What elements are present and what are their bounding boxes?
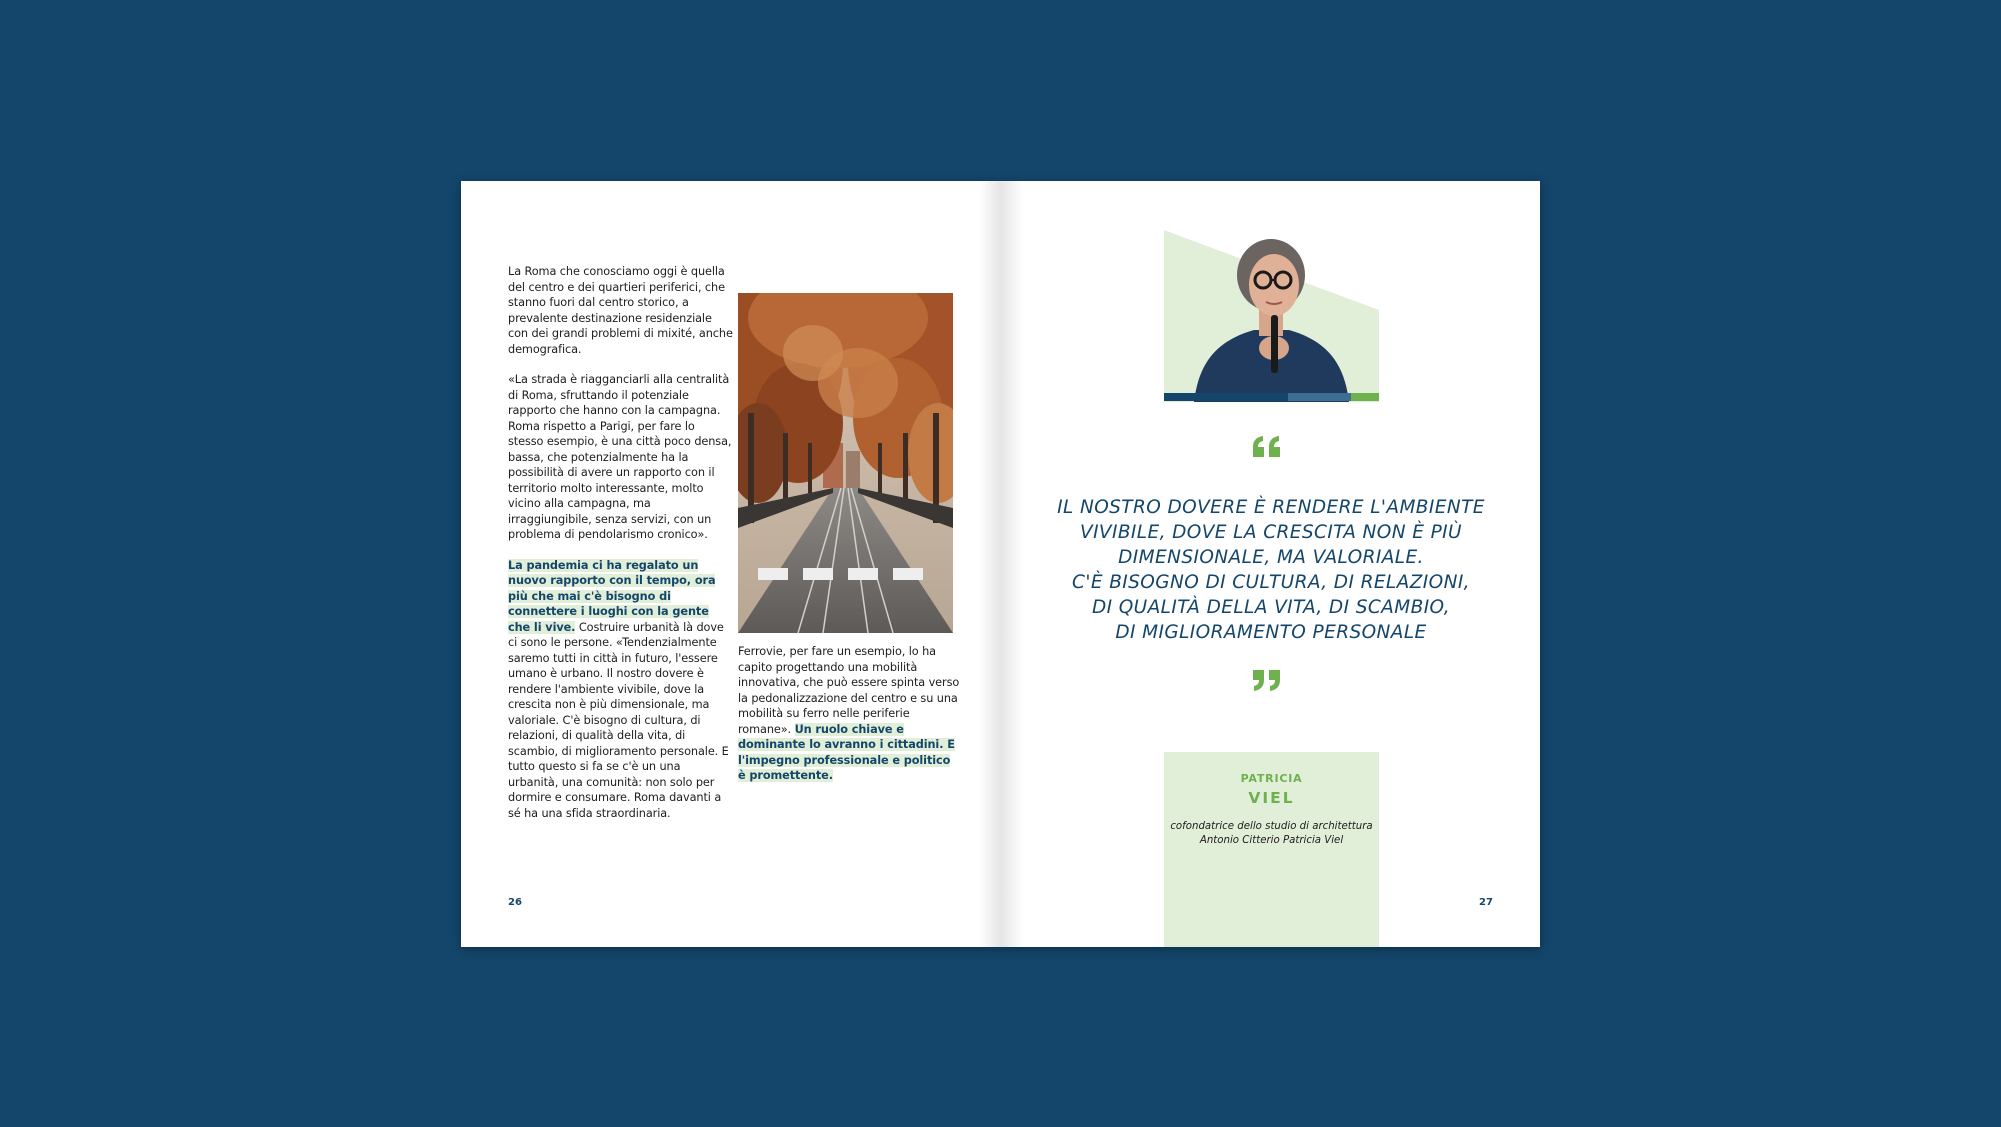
quote-line: DIMENSIONALE, MA VALORIALE. xyxy=(1118,547,1424,568)
gutter-shadow xyxy=(979,181,1001,947)
side-text-body: Ferrovie, per fare un esempio, lo ha capito progettando una mobilità innovativa, che può essere spinta verso la pedonalizzazione del centro e su una mobilità su ferro nelle periferie romane». xyxy=(738,645,960,736)
paragraph-3 xyxy=(508,558,733,822)
author-last-name: VIEL xyxy=(1248,789,1295,807)
quote-line: VIVIBILE, DOVE LA CRESCITA NON È PIÙ xyxy=(1080,522,1462,543)
magazine-spread xyxy=(461,181,1540,947)
quote-line: IL NOSTRO DOVERE È RENDERE L'AMBIENTE xyxy=(1057,497,1485,518)
paragraph-1: La Roma che conosciamo oggi è quella del centro e dei quartieri periferici, che stanno fuori dal centro storico, a prevalente destinazione residenziale con dei grandi problemi di mixité, anche demografica. xyxy=(508,265,733,356)
left-page xyxy=(461,181,1001,947)
open-quote-icon xyxy=(1251,435,1291,465)
gutter-shadow xyxy=(1001,181,1023,947)
pull-quote xyxy=(1041,495,1501,645)
paragraph-2: «La strada è riagganciarli alla centralità di Roma, sfruttando il potenziale rapporto che hanno con la campagna. Roma rispetto a Parigi, per fare lo stesso esempio, è una città poco densa, bassa, che potenzialmente ha la possibilità di avere un rapporto con il territorio molto interessante, molto vicino alla campagna, ma irraggiungibile, senza servizi, con un problema di pendolarismo cronico». xyxy=(508,373,732,541)
author-first-name: PATRICIA xyxy=(1240,772,1303,785)
article-text-column xyxy=(508,264,733,836)
author-box xyxy=(1164,752,1379,947)
bar-blue xyxy=(1288,393,1351,401)
bar-navy xyxy=(1164,393,1288,401)
photo-side-text xyxy=(738,644,960,784)
bar-green xyxy=(1351,393,1379,401)
right-page xyxy=(1001,181,1540,947)
quote-line: DI MIGLIORAMENTO PERSONALE xyxy=(1115,622,1427,643)
page-number-right: 27 xyxy=(1479,897,1493,908)
portrait-color-bar xyxy=(1164,393,1379,401)
quote-line: C'È BISOGNO DI CULTURA, DI RELAZIONI, xyxy=(1072,572,1470,593)
author-role xyxy=(1164,820,1379,848)
street-photo xyxy=(738,293,953,633)
page-number-left: 26 xyxy=(508,897,522,908)
paragraph-3-rest: Costruire urbanità là dove ci sono le persone. «Tendenzialmente saremo tutti in città in futuro, l'essere umano è urbano. Il nostro dovere è rendere l'ambiente vivibile, dove la crescita non è più dimensionale, ma valoriale. C'è bisogno di cultura, di relazioni, di qualità della vita, di scambio, di miglioramento personale. E tutto questo si fa se c'è un una urbanità, una comunità: non solo per dormire e consumare. Roma davanti a sé ha una sfida straordinaria. xyxy=(508,620,729,820)
quote-line: DI QUALITÀ DELLA VITA, DI SCAMBIO, xyxy=(1091,597,1451,618)
portrait-photo xyxy=(1164,230,1379,402)
side-text-highlight: Un ruolo chiave e dominante lo avranno i cittadini. E l'impegno professionale e politico è promettente. xyxy=(738,722,955,782)
role-line: Antonio Citterio Patricia Viel xyxy=(1199,835,1344,846)
highlighted-sentence: La pandemia ci ha regalato un nuovo rapporto con il tempo, ora più che mai c'è bisogno di connettere i luoghi con la gente che li vive. xyxy=(508,558,716,634)
close-quote-icon xyxy=(1251,668,1291,698)
role-line: cofondatrice dello studio di architettura xyxy=(1170,821,1373,832)
